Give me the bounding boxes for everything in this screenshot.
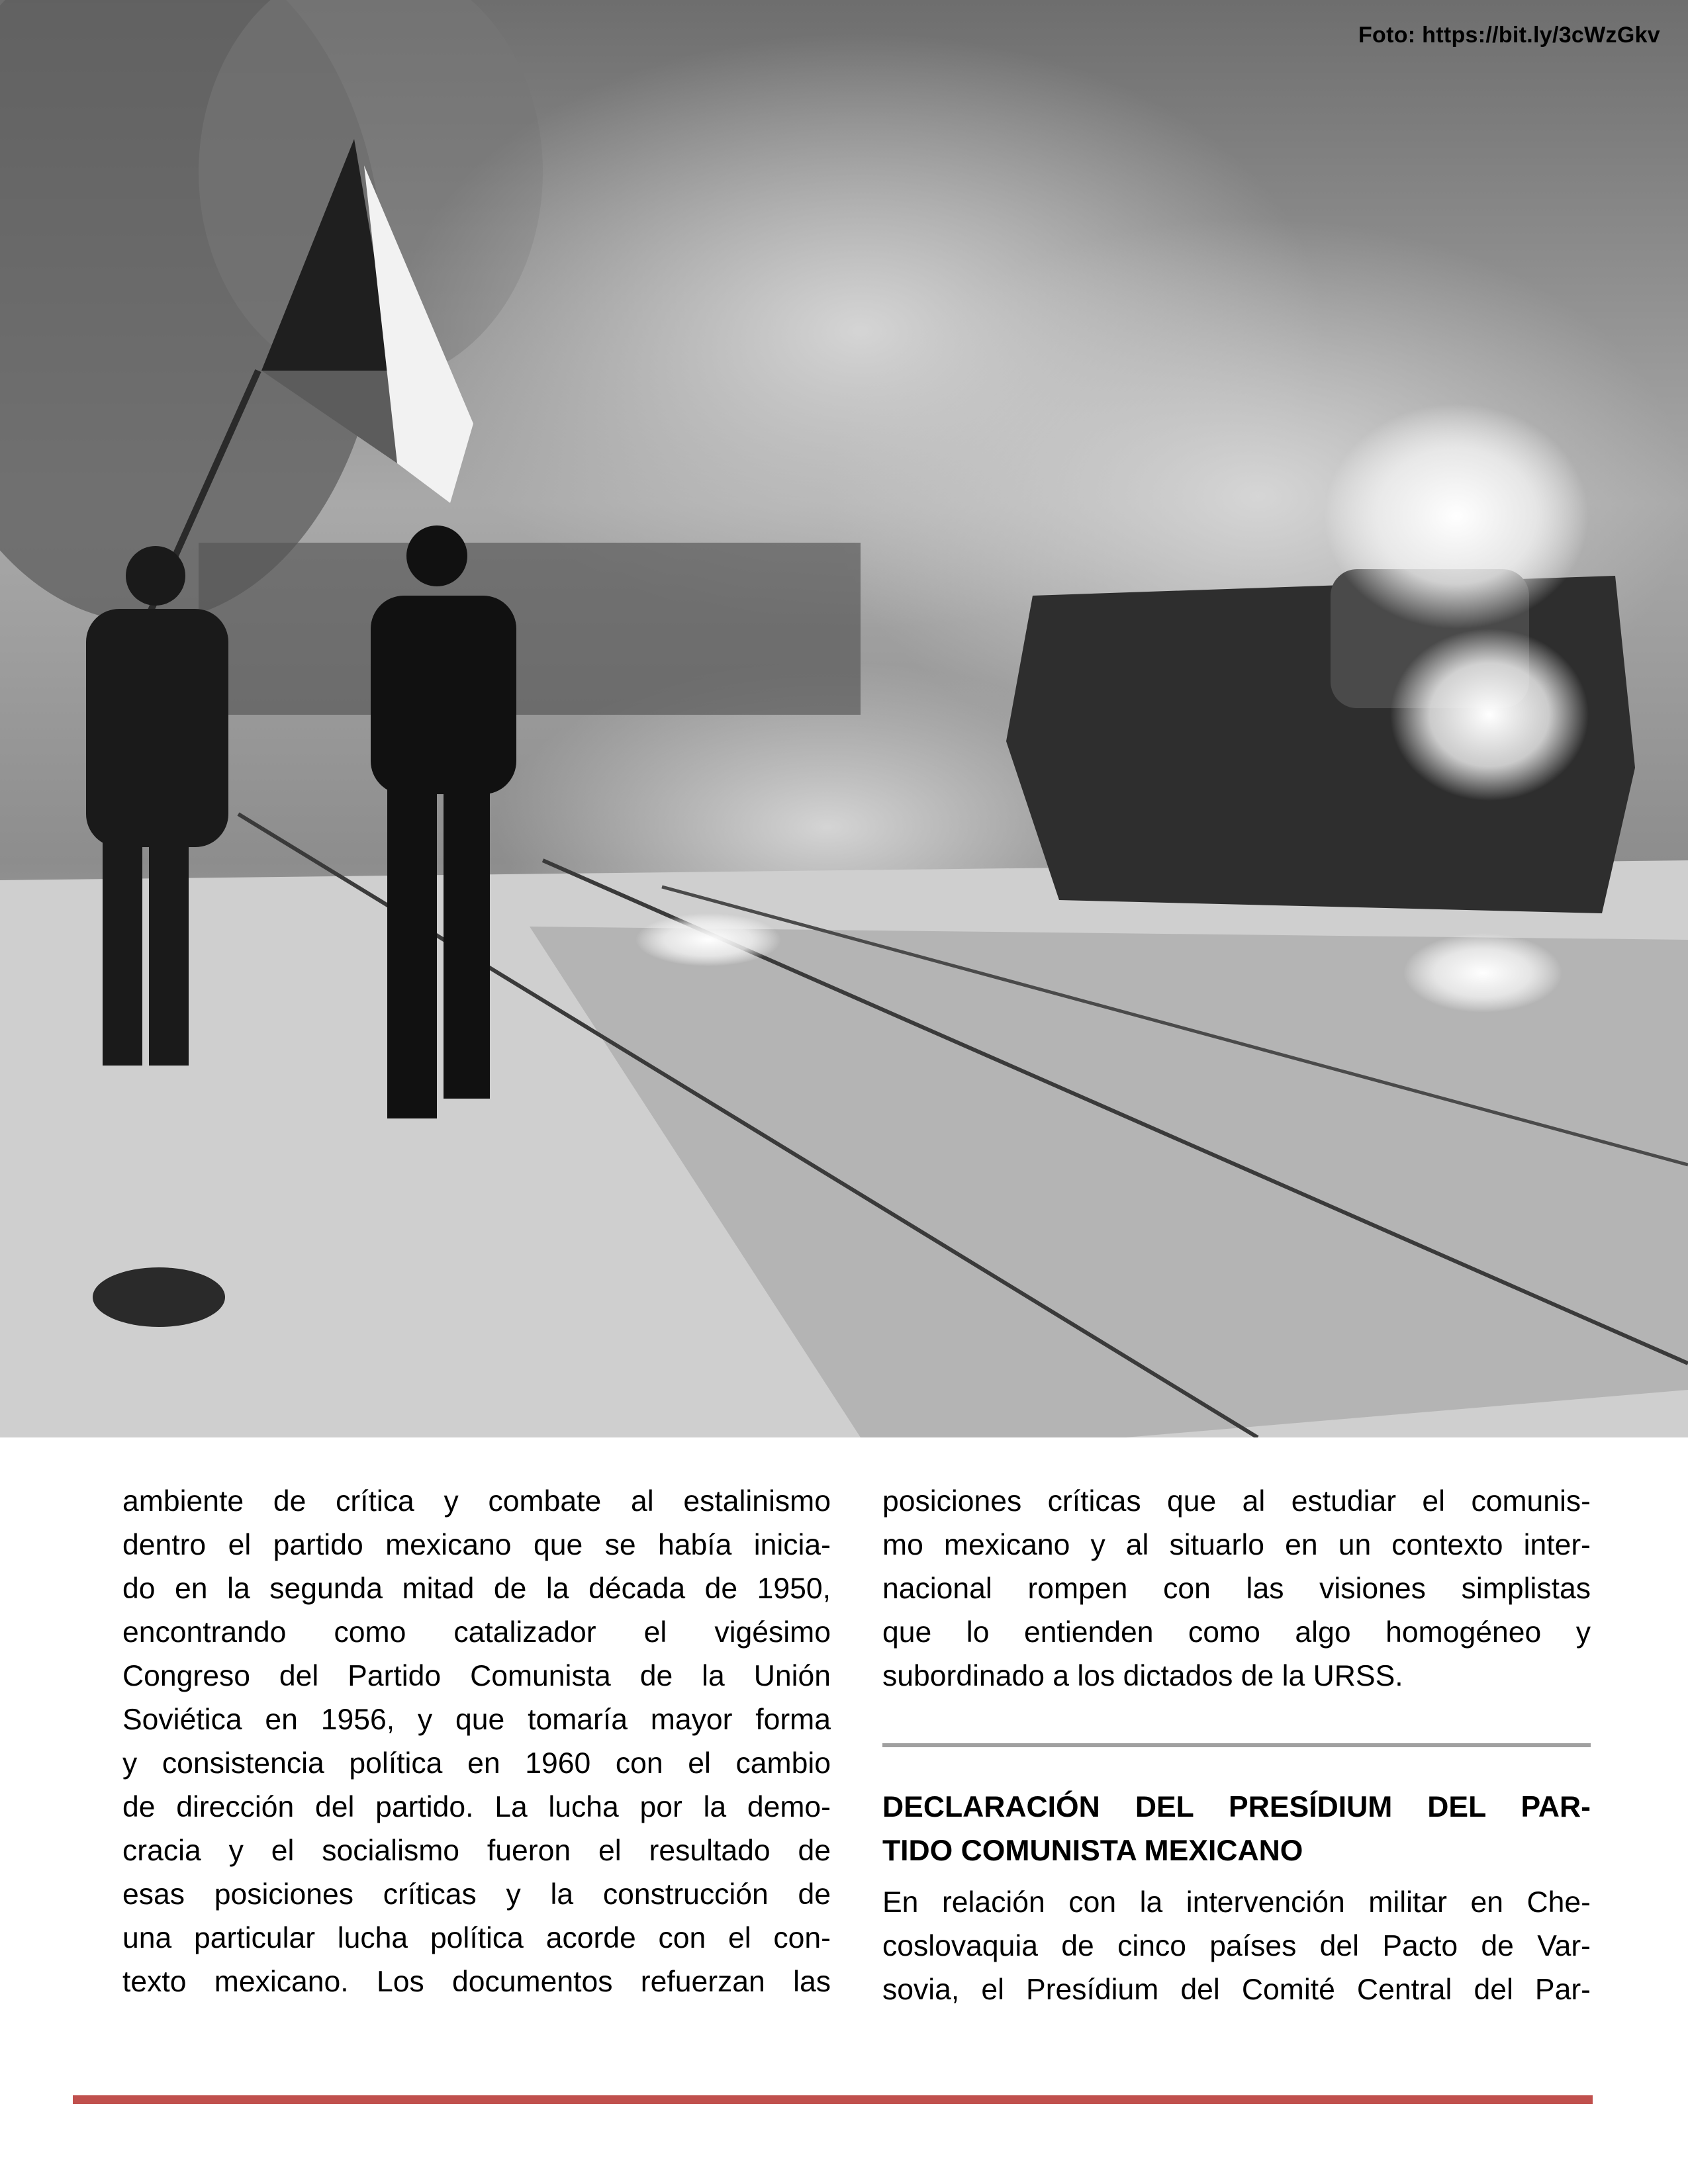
text-line: Soviética en 1956, y que tomaría mayor forma bbox=[122, 1704, 831, 1736]
fire bbox=[1390, 629, 1589, 801]
text-line: y consistencia política en 1960 con el cambio bbox=[122, 1747, 831, 1780]
left-column-text bbox=[122, 1480, 831, 2004]
photo-credit: Foto: https://bit.ly/3cWzGkv bbox=[1358, 23, 1660, 48]
text-line: esas posiciones críticas y la construcción de bbox=[122, 1878, 831, 1911]
text-line: sovia, el Presídium del Comité Central del Par- bbox=[882, 1974, 1591, 2006]
text-line: do en la segunda mitad de la década de 1950, bbox=[122, 1572, 831, 1605]
debris bbox=[93, 1267, 225, 1327]
text-line: encontrando como catalizador el vigésimo bbox=[122, 1616, 831, 1649]
text-line: posiciones críticas que al estudiar el comunis- bbox=[882, 1485, 1591, 1518]
text-line: una particular lucha política acorde con el con- bbox=[122, 1922, 831, 1954]
heading-line: TIDO COMUNISTA MEXICANO bbox=[882, 1835, 1303, 1867]
text-line: nacional rompen con las visiones simplistas bbox=[882, 1572, 1591, 1605]
fire bbox=[635, 913, 781, 966]
text-line: ambiente de crítica y combate al estalinismo bbox=[122, 1485, 831, 1518]
text-line: texto mexicano. Los documentos refuerzan las bbox=[122, 1966, 831, 1998]
heading-line: DECLARACIÓN DEL PRESÍDIUM DEL PAR- bbox=[882, 1791, 1591, 1823]
text-line: Congreso del Partido Comunista de la Unión bbox=[122, 1660, 831, 1692]
text-line: En relación con la intervención militar en Che- bbox=[882, 1886, 1591, 1919]
text-line: cracia y el socialismo fueron el resultado de bbox=[122, 1835, 831, 1867]
fire bbox=[1324, 404, 1589, 629]
fire bbox=[1403, 933, 1562, 1013]
footer-rule bbox=[73, 2095, 1593, 2104]
section-divider bbox=[882, 1743, 1591, 1747]
crowd bbox=[199, 543, 861, 715]
right-column-text bbox=[882, 1480, 1591, 1698]
text-line: coslovaquia de cinco países del Pacto de Var- bbox=[882, 1930, 1591, 1962]
text-line: de dirección del partido. La lucha por la demo- bbox=[122, 1791, 831, 1823]
text-line: mo mexicano y al situarlo en un contexto inter- bbox=[882, 1529, 1591, 1561]
text-line: que lo entienden como algo homogéneo y bbox=[882, 1616, 1591, 1649]
section-heading bbox=[882, 1786, 1591, 1873]
section-body-text bbox=[882, 1881, 1591, 2012]
text-line: subordinado a los dictados de la URSS. bbox=[882, 1660, 1403, 1692]
text-line: dentro el partido mexicano que se había inicia- bbox=[122, 1529, 831, 1561]
